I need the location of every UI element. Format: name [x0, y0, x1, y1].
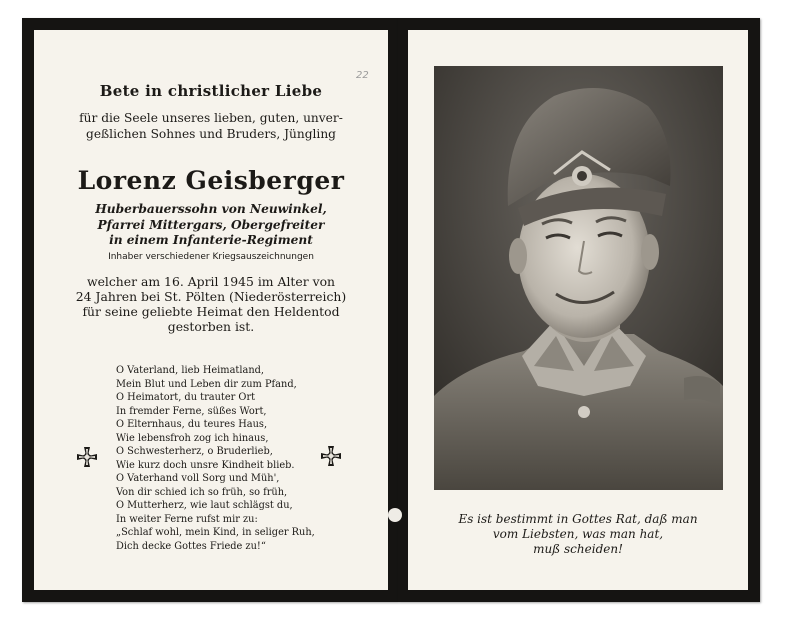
memorial-caption	[408, 512, 748, 557]
title-line: Pfarrei Mittergars, Obergefreiter	[97, 217, 325, 232]
left-card-paper	[34, 30, 388, 590]
intro-line: für die Seele unseres lieben, guten, unver-	[79, 111, 343, 125]
awards-line: Inhaber verschiedener Kriegsauszeichnungen	[108, 252, 314, 262]
portrait-illustration	[434, 66, 723, 490]
title-line: Huberbauerssohn von Neuwinkel,	[95, 202, 327, 216]
poem-line: O Schwesterherz, o Bruderlieb,	[116, 446, 273, 457]
soldier-portrait-photo	[434, 66, 723, 490]
handwritten-note: 22	[356, 70, 369, 81]
poem-line: O Vaterhand voll Sorg und Müh',	[116, 473, 280, 484]
right-card-paper	[408, 30, 748, 590]
caption-line: Es ist bestimmt in Gottes Rat, daß man	[458, 512, 698, 526]
title-line: in einem Infanterie-Regiment	[109, 233, 313, 247]
pin-hole	[388, 508, 402, 522]
death-line: welcher am 16. April 1945 im Alter von	[86, 274, 336, 289]
poem-line: O Vaterland, lieb Heimatland,	[116, 365, 265, 376]
poem-line: Dich decke Gottes Friede zu!“	[116, 540, 266, 552]
death-notice	[60, 274, 362, 334]
death-line: 24 Jahren bei St. Pölten (Niederösterreich)	[75, 289, 347, 304]
intro-text	[74, 110, 348, 142]
iron-cross-icon	[320, 445, 342, 467]
intro-line: geßlichen Sohnes und Bruders, Jüngling	[86, 127, 336, 141]
poem-line: „Schlaf wohl, mein Kind, in seliger Ruh,	[116, 527, 315, 538]
deceased-name: Lorenz Geisberger	[77, 166, 345, 195]
caption-line: muß scheiden!	[533, 542, 623, 556]
poem-line: Wie kurz doch unsre Kindheit blieb.	[116, 459, 295, 471]
memorial-poem	[116, 364, 315, 553]
caption-line: vom Liebsten, was man hat,	[492, 527, 664, 541]
poem-line: O Elternhaus, du teures Haus,	[116, 419, 268, 430]
left-card	[22, 18, 398, 602]
deceased-title	[34, 202, 388, 249]
poem-line: In fremder Ferne, süßes Wort,	[116, 405, 267, 417]
poem-line: Mein Blut und Leben dir zum Pfand,	[116, 378, 297, 390]
iron-cross-icon	[76, 446, 98, 468]
right-card	[398, 18, 760, 602]
prayer-heading: Bete in christlicher Liebe	[99, 82, 323, 100]
death-line: für seine geliebte Heimat den Heldentod	[82, 304, 340, 319]
death-line: gestorben ist.	[167, 319, 255, 334]
poem-line: Wie lebensfroh zog ich hinaus,	[116, 432, 269, 444]
poem-line: O Mutterherz, wie laut schlägst du,	[116, 500, 293, 511]
poem-line: O Heimatort, du trauter Ort	[116, 392, 256, 403]
poem-line: Von dir schied ich so früh, so früh,	[116, 486, 288, 498]
poem-line: In weiter Ferne rufst mir zu:	[116, 513, 258, 525]
